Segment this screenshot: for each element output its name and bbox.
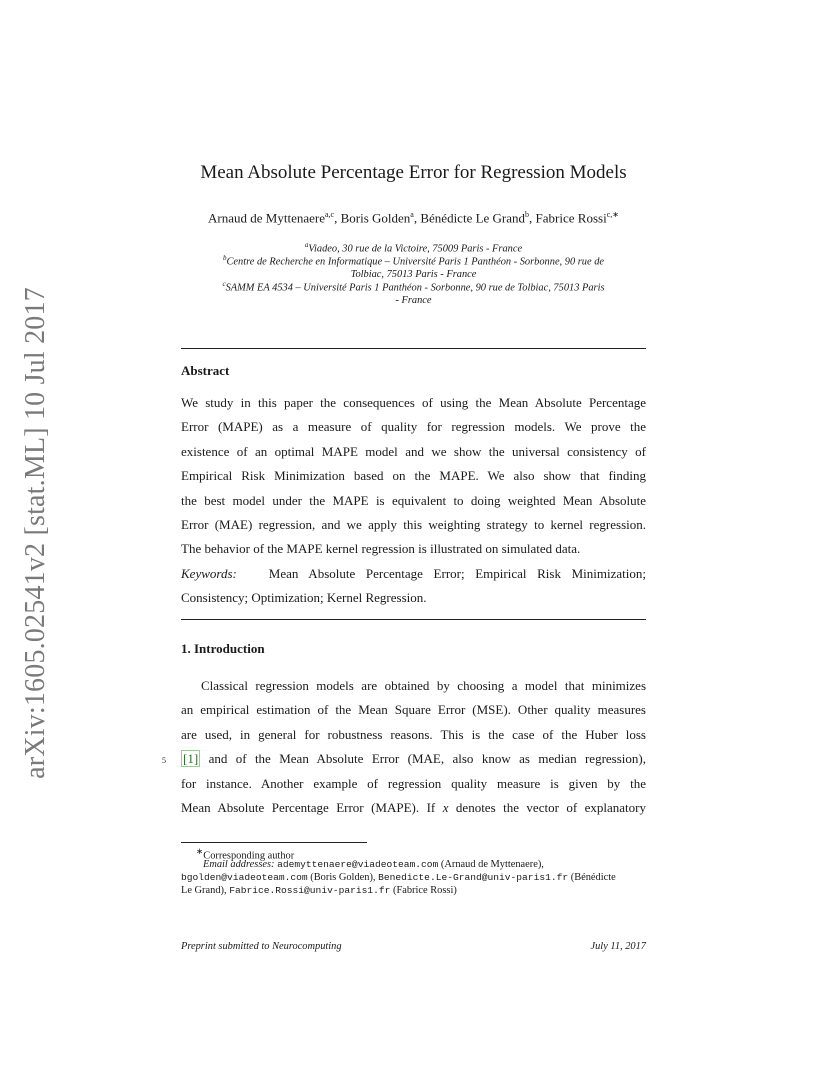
email-owner: Le Grand), bbox=[181, 885, 227, 896]
author-affiliation-mark: a,c bbox=[324, 210, 335, 219]
author-list: Arnaud de Myttenaere$^{a,c}$, Boris Golden$^a$, Bénédicte Le Grand$^b$, Fabrice Rossi$^{c,∗}$ bbox=[208, 210, 619, 226]
email-address[interactable]: Benedicte.Le-Grand@univ-paris1.fr bbox=[378, 872, 569, 883]
footnote-emails-line3 bbox=[181, 884, 646, 897]
affiliation-text: Viadeo, 30 rue de la Victoire, 75009 Paris - France bbox=[308, 243, 523, 255]
math-variable: x bbox=[442, 800, 449, 816]
author-name: Arnaud de Myttenaere bbox=[208, 210, 325, 226]
email-owner: (Fabrice Rossi) bbox=[393, 885, 457, 896]
abstract-heading: Abstract bbox=[181, 363, 230, 378]
affiliation-text: Tolbiac, 75013 Paris - France bbox=[350, 269, 477, 281]
citation-link[interactable]: [1] bbox=[183, 751, 199, 767]
line-number: 5 bbox=[162, 756, 166, 765]
footnote-emails-line2 bbox=[181, 871, 646, 884]
abstract-line: Error (MAPE) as a measure of quality for regression models. We prove the bbox=[181, 419, 646, 435]
affiliation-c bbox=[181, 278, 646, 307]
affiliation-mark: a bbox=[304, 241, 309, 249]
affiliation-text: Centre de Recherche en Informatique – Université Paris 1 Panthéon - Sorbonne, 90 rue de bbox=[226, 256, 605, 268]
intro-line: are used, in general for robustness reasons. This is the case of the Huber loss bbox=[181, 726, 646, 742]
abstract-line: We study in this paper the consequences of using the Mean Absolute Percentage bbox=[181, 395, 646, 410]
intro-line bbox=[181, 796, 646, 820]
affiliation-mark: b bbox=[222, 254, 227, 262]
footnote-mark: ∗ bbox=[196, 846, 204, 856]
author-name: Fabrice Rossi bbox=[535, 210, 607, 226]
abstract-body bbox=[181, 391, 646, 611]
email-owner: (Arnaud de Myttenaere), bbox=[440, 859, 544, 870]
abstract-line: The behavior of the MAPE kernel regression is illustrated on simulated data. bbox=[181, 541, 581, 557]
author-affiliation-mark: a bbox=[410, 210, 414, 219]
email-owner: (Boris Golden), bbox=[310, 872, 376, 883]
author-name: Boris Golden bbox=[340, 210, 411, 226]
intro-text: denotes the vector of explanatory bbox=[448, 800, 646, 816]
author-affiliation-mark: b bbox=[525, 210, 530, 219]
introduction-heading: 1. Introduction bbox=[181, 641, 265, 656]
preprint-date: July 11, 2017 bbox=[590, 941, 646, 952]
arxiv-identifier: arXiv:1605.02541v2 [stat.ML] 10 Jul 2017 bbox=[20, 287, 51, 779]
abstract-line: Empirical Risk Minimization based on the MAPE. We also show that finding bbox=[181, 468, 646, 484]
abstract-line: existence of an optimal MAPE model and we show the universal consistency of bbox=[181, 443, 646, 459]
abstract-bottom-rule bbox=[181, 619, 646, 620]
affiliation-text: SAMM EA 4534 – Université Paris 1 Panthéon - Sorbonne, 90 rue de Tolbiac, 75013 Paris bbox=[225, 282, 605, 294]
intro-line bbox=[181, 747, 646, 771]
keywords-label: Keywords: bbox=[181, 565, 237, 581]
author-name: Bénédicte Le Grand bbox=[420, 210, 526, 226]
email-address[interactable]: bgolden@viadeoteam.com bbox=[181, 872, 308, 883]
abstract-line: the best model under the MAPE is equivalent to doing weighted Mean Absolute bbox=[181, 492, 646, 508]
keywords-line bbox=[181, 562, 646, 586]
email-label: Email addresses: bbox=[203, 859, 275, 870]
intro-line: Classical regression models are obtained by choosing a model that minimizes bbox=[201, 678, 646, 693]
keywords-line: Consistency; Optimization; Kernel Regression. bbox=[181, 590, 427, 606]
intro-line: for instance. Another example of regression quality measure is given by the bbox=[181, 775, 646, 791]
footnote-text: Corresponding author bbox=[203, 850, 295, 862]
abstract-line: Error (MAE) regression, and we apply this weighting strategy to kernel regression. bbox=[181, 517, 646, 533]
paper-title: Mean Absolute Percentage Error for Regression Models bbox=[200, 162, 627, 183]
footnote-rule bbox=[181, 842, 367, 843]
footnote-emails-line1 bbox=[181, 858, 646, 871]
intro-line: an empirical estimation of the Mean Square Error (MSE). Other quality measures bbox=[181, 702, 646, 718]
affiliation-mark: c bbox=[222, 280, 226, 288]
introduction-body bbox=[181, 674, 646, 820]
author-affiliation-mark: c,∗ bbox=[606, 210, 619, 219]
intro-text: Mean Absolute Percentage Error (MAPE). If bbox=[181, 800, 443, 816]
email-owner: (Bénédicte bbox=[570, 872, 616, 883]
intro-text: and of the Mean Absolute Error (MAE, also know as median regression), bbox=[200, 751, 646, 767]
email-address[interactable]: ademyttenaere@viadeoteam.com bbox=[277, 859, 439, 870]
preprint-note: Preprint submitted to Neurocomputing bbox=[181, 941, 342, 952]
affiliation-text: - France bbox=[395, 295, 432, 307]
keywords-text: Mean Absolute Percentage Error; Empirical Risk Minimization; bbox=[268, 565, 646, 581]
abstract-top-rule bbox=[181, 348, 646, 349]
email-address[interactable]: Fabrice.Rossi@univ-paris1.fr bbox=[229, 885, 391, 896]
